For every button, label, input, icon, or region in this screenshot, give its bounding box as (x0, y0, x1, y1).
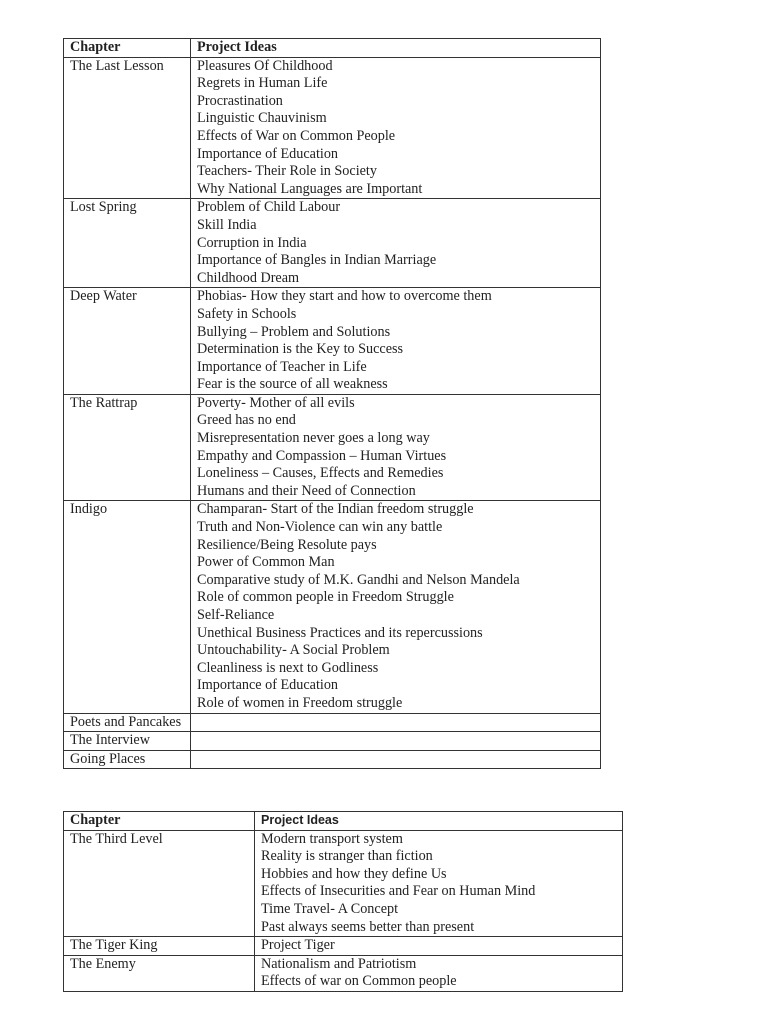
project-idea-item: Poverty- Mother of all evils (197, 394, 355, 411)
chapter-cell: The Rattrap (64, 394, 191, 501)
project-ideas-cell (255, 937, 623, 956)
project-ideas-cell (191, 288, 601, 395)
chapter-cell: Deep Water (64, 288, 191, 395)
project-ideas-column-header: Project Ideas (191, 39, 601, 58)
table-body (64, 830, 623, 991)
project-ideas-cell (191, 732, 601, 751)
chapter-cell: The Interview (64, 732, 191, 751)
table-row (64, 288, 601, 395)
chapter-cell: The Last Lesson (64, 57, 191, 199)
project-idea-item: Loneliness – Causes, Effects and Remedies (197, 465, 444, 482)
project-ideas-cell (191, 199, 601, 288)
table-row (64, 501, 601, 713)
chapter-cell: The Enemy (64, 955, 255, 991)
table-row (64, 199, 601, 288)
project-idea-item: Procrastination (197, 92, 283, 109)
table-row (64, 57, 601, 199)
project-idea-item: Role of women in Freedom struggle (197, 694, 403, 711)
table-row (64, 732, 601, 751)
project-idea-item: Truth and Non-Violence can win any battle (197, 519, 443, 536)
table-header-row (64, 812, 623, 831)
project-ideas-cell (191, 713, 601, 732)
project-idea-item: Importance of Education (197, 145, 339, 162)
project-ideas-column-header: Project Ideas (255, 812, 623, 831)
table-row (64, 750, 601, 769)
chapter-cell: Going Places (64, 750, 191, 769)
project-idea-item: Teachers- Their Role in Society (197, 163, 377, 180)
project-idea-item: Greed has no end (197, 412, 296, 429)
chapter-column-header: Chapter (64, 39, 191, 58)
project-idea-item: Corruption in India (197, 234, 307, 251)
project-idea-item: Cleanliness is next to Godliness (197, 659, 379, 676)
project-idea-item: Humans and their Need of Connection (197, 482, 416, 499)
project-ideas-cell (255, 955, 623, 991)
table-body (64, 57, 601, 769)
chapter-cell: Indigo (64, 501, 191, 713)
project-ideas-table-1 (63, 38, 601, 769)
project-idea-item: Childhood Dream (197, 269, 300, 286)
project-idea-item: Regrets in Human Life (197, 75, 328, 92)
project-idea-item: Phobias- How they start and how to overcome them (197, 288, 492, 305)
project-idea-item: Importance of Education (197, 677, 339, 694)
table-row (64, 713, 601, 732)
project-idea-item: Determination is the Key to Success (197, 341, 404, 358)
project-idea-item: Effects of war on Common people (261, 973, 457, 990)
project-idea-item: Effects of War on Common People (197, 127, 396, 144)
project-idea-item: Nationalism and Patriotism (261, 955, 417, 972)
project-idea-item: Champaran- Start of the Indian freedom struggle (197, 501, 474, 518)
project-idea-item: Importance of Teacher in Life (197, 358, 367, 375)
chapter-cell: The Tiger King (64, 937, 255, 956)
project-idea-item: Role of common people in Freedom Struggle (197, 589, 454, 606)
project-idea-item: Why National Languages are Important (197, 180, 423, 197)
project-idea-item: Skill India (197, 216, 257, 233)
project-idea-item: Safety in Schools (197, 305, 297, 322)
project-idea-item: Fear is the source of all weakness (197, 376, 388, 393)
project-idea-item: Linguistic Chauvinism (197, 110, 327, 127)
table-header-row (64, 39, 601, 58)
table-row (64, 830, 623, 937)
project-idea-item: Pleasures Of Childhood (197, 57, 333, 74)
project-ideas-cell (255, 830, 623, 937)
project-idea-item: Unethical Business Practices and its repercussions (197, 624, 483, 641)
project-idea-item: Bullying – Problem and Solutions (197, 323, 391, 340)
chapter-cell: Poets and Pancakes (64, 713, 191, 732)
project-ideas-table-2 (63, 811, 623, 992)
chapter-cell: Lost Spring (64, 199, 191, 288)
project-ideas-cell (191, 501, 601, 713)
project-idea-item: Past always seems better than present (261, 918, 475, 935)
project-idea-item: Effects of Insecurities and Fear on Human Mind (261, 883, 536, 900)
project-idea-item: Power of Common Man (197, 554, 335, 571)
project-idea-item: Untouchability- A Social Problem (197, 642, 390, 659)
project-idea-item: Empathy and Compassion – Human Virtues (197, 447, 447, 464)
project-idea-item: Problem of Child Labour (197, 199, 341, 216)
project-idea-item: Misrepresentation never goes a long way (197, 430, 430, 447)
project-idea-item: Self-Reliance (197, 607, 275, 623)
chapter-cell: The Third Level (64, 830, 255, 937)
project-ideas-cell (191, 750, 601, 769)
project-ideas-cell (191, 57, 601, 199)
project-idea-item: Reality is stranger than fiction (261, 848, 433, 865)
project-idea-item: Resilience/Being Resolute pays (197, 536, 377, 553)
chapter-column-header: Chapter (64, 812, 255, 831)
project-idea-item: Importance of Bangles in Indian Marriage (197, 252, 437, 269)
project-idea-item: Comparative study of M.K. Gandhi and Nelson Mandela (197, 571, 520, 588)
project-idea-item: Project Tiger (261, 937, 335, 954)
table-row (64, 394, 601, 501)
project-idea-item: Time Travel- A Concept (261, 900, 399, 917)
project-idea-item: Hobbies and how they define Us (261, 865, 447, 882)
project-idea-item: Modern transport system (261, 830, 403, 847)
project-ideas-cell (191, 394, 601, 501)
table-row (64, 955, 623, 991)
table-row (64, 937, 623, 956)
